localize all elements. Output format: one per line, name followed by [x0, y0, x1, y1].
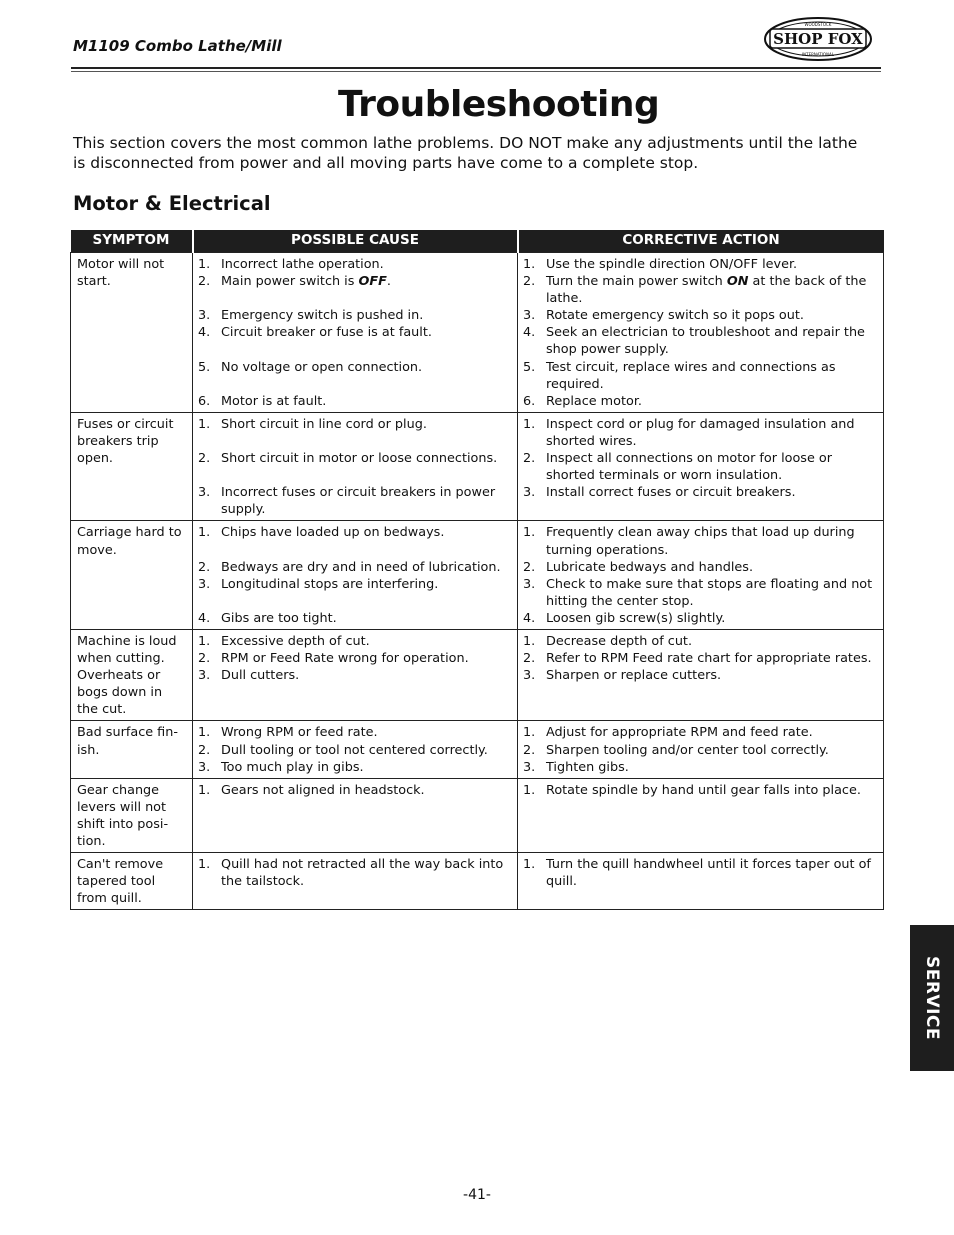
item-number: 2. [523, 274, 536, 290]
item-number: 2. [523, 742, 536, 758]
item-text [221, 559, 512, 576]
item-text-main: Gibs are too tight. [221, 610, 337, 626]
cause-item [198, 324, 512, 341]
page-number: -41- [463, 1187, 491, 1203]
table-row [71, 412, 884, 521]
item-number: 1. [523, 857, 536, 873]
action-item [523, 633, 878, 650]
action-item [523, 273, 878, 307]
item-text [546, 633, 878, 650]
item-number: 1. [198, 416, 211, 432]
item-number: 3. [198, 759, 211, 775]
item-text-main: Replace motor. [546, 393, 642, 409]
action-item [523, 856, 878, 890]
item-emphasis: ON [726, 274, 749, 290]
cause-cell [193, 412, 518, 521]
shop-fox-logo [764, 17, 872, 61]
cause-item [198, 633, 512, 650]
item-text-main: Frequently clean away chips that load up during turning operations. [546, 525, 855, 558]
item-text [546, 524, 878, 558]
item-number: 3. [523, 668, 536, 684]
table-row [71, 853, 884, 910]
action-item [523, 450, 878, 484]
item-text-main: Bedways are dry and in need of lubrication. [221, 559, 501, 575]
item-text [546, 559, 878, 576]
item-number: 2. [198, 742, 211, 758]
item-text [546, 393, 878, 410]
item-text [221, 667, 512, 684]
item-text [221, 724, 512, 741]
table-body [71, 253, 884, 910]
item-text [221, 650, 512, 667]
cause-cell [193, 629, 518, 720]
item-text [546, 273, 878, 307]
item-text-main: Turn the quill handwheel until it forces taper out of quill. [546, 857, 871, 890]
item-number: 6. [198, 393, 211, 409]
item-text-main: Circuit breaker or fuse is at fault. [221, 325, 432, 341]
cause-item [198, 724, 512, 741]
cause-item [198, 524, 512, 541]
item-text [221, 393, 512, 410]
item-text [221, 450, 512, 467]
action-cell [518, 853, 884, 910]
item-text-main: Inspect cord or plug for damaged insulation and shorted wires. [546, 416, 855, 449]
item-number: 2. [523, 451, 536, 467]
item-text [546, 576, 878, 610]
cause-cell [193, 721, 518, 778]
action-item [523, 393, 878, 410]
item-text [546, 256, 878, 273]
item-text [546, 610, 878, 627]
cause-item [198, 256, 512, 273]
action-item [523, 416, 878, 450]
item-text-main: Emergency switch is pushed in. [221, 308, 424, 324]
svg-text:SHOP FOX: SHOP FOX [773, 30, 863, 48]
item-text [221, 742, 512, 759]
action-item [523, 610, 878, 627]
item-number: 1. [523, 416, 536, 432]
svg-text:INTERNATIONAL: INTERNATIONAL [801, 52, 835, 57]
item-text [221, 576, 512, 593]
item-number: 3. [523, 308, 536, 324]
action-item [523, 484, 878, 501]
action-item [523, 576, 878, 610]
service-side-tab [910, 925, 954, 1071]
svg-text:WOODSTOCK: WOODSTOCK [804, 22, 832, 27]
item-number: 3. [198, 485, 211, 501]
item-number: 3. [523, 485, 536, 501]
symptom-cell: Fuses or circuit breakers trip open. [71, 412, 193, 521]
cause-item [198, 393, 512, 410]
item-emphasis: OFF [358, 274, 387, 290]
intro-paragraph: This section covers the most common lathe problems. DO NOT make any adjustments until the lathe is disconnected from power and all moving parts have come to a complete stop. [73, 134, 858, 172]
item-number: 4. [523, 325, 536, 341]
item-text [221, 359, 512, 376]
item-number: 5. [198, 359, 211, 375]
action-item [523, 256, 878, 273]
item-text [546, 650, 878, 667]
action-item [523, 650, 878, 667]
table-row [71, 521, 884, 630]
item-text-main: Decrease depth of cut. [546, 633, 693, 649]
item-text-main: Inspect all connections on motor for loose or shorted terminals or worn insulation. [546, 451, 832, 484]
cause-item [198, 742, 512, 759]
item-text-main: Wrong RPM or feed rate. [221, 725, 378, 741]
action-cell [518, 629, 884, 720]
item-text [546, 724, 878, 741]
item-number: 2. [523, 651, 536, 667]
item-text [546, 759, 878, 776]
action-item [523, 742, 878, 759]
item-text [221, 307, 512, 324]
item-text-main: Chips have loaded up on bedways. [221, 525, 445, 541]
item-text [221, 416, 512, 433]
cause-cell [193, 853, 518, 910]
header-rule-thin [71, 71, 881, 72]
item-spacer [198, 593, 512, 610]
item-text-main: Gears not aligned in headstock. [221, 782, 425, 798]
action-cell [518, 253, 884, 413]
item-text-main: Test circuit, replace wires and connections as required. [546, 359, 836, 392]
item-number: 4. [198, 325, 211, 341]
action-cell [518, 521, 884, 630]
item-text-main: Rotate spindle by hand until gear falls into place. [546, 782, 861, 798]
item-text [221, 633, 512, 650]
item-text-main: Adjust for appropriate RPM and feed rate. [546, 725, 813, 741]
item-text-main: Main power switch is [221, 274, 359, 290]
item-number: 1. [198, 525, 211, 541]
item-text [221, 610, 512, 627]
item-text [546, 667, 878, 684]
item-number: 1. [198, 725, 211, 741]
item-text-main: Check to make sure that stops are floating and not hitting the center stop. [546, 576, 873, 609]
symptom-cell: Bad surface fin-ish. [71, 721, 193, 778]
item-text-main: Loosen gib screw(s) slightly. [546, 610, 726, 626]
header-rule [71, 67, 881, 69]
cause-item [198, 667, 512, 684]
item-number: 2. [198, 451, 211, 467]
item-text-main: Short circuit in line cord or plug. [221, 416, 427, 432]
action-item [523, 307, 878, 324]
cause-cell [193, 521, 518, 630]
item-text-main: Seek an electrician to troubleshoot and repair the shop power supply. [546, 325, 865, 358]
cause-item [198, 559, 512, 576]
symptom-cell: Carriage hard to move. [71, 521, 193, 630]
cause-item [198, 610, 512, 627]
item-text [221, 782, 512, 799]
item-text-main: Dull tooling or tool not centered correctly. [221, 742, 488, 758]
item-text-main: Excessive depth of cut. [221, 633, 370, 649]
item-number: 3. [523, 759, 536, 775]
action-cell [518, 721, 884, 778]
cause-item [198, 416, 512, 433]
item-text-main: Install correct fuses or circuit breakers. [546, 485, 796, 501]
cause-item [198, 450, 512, 467]
table-row [71, 721, 884, 778]
item-text-main: Motor is at fault. [221, 393, 327, 409]
item-number: 1. [198, 257, 211, 272]
item-number: 4. [523, 610, 536, 626]
item-text-after: at the back of the lathe. [546, 274, 867, 307]
item-number: 1. [523, 782, 536, 798]
item-number: 2. [198, 651, 211, 667]
item-text-main: Sharpen tooling and/or center tool correctly. [546, 742, 829, 758]
cause-cell [193, 778, 518, 852]
symptom-cell: Machine is loud when cutting. Overheats or bogs down in the cut. [71, 629, 193, 720]
side-tab-label: SERVICE [922, 955, 942, 1041]
item-text [221, 324, 512, 341]
symptom-cell: Can't remove tapered tool from quill. [71, 853, 193, 910]
symptom-cell: Gear change levers will not shift into posi-tion. [71, 778, 193, 852]
item-number: 1. [523, 633, 536, 649]
item-text [546, 359, 878, 393]
item-text-main: No voltage or open connection. [221, 359, 423, 375]
item-number: 6. [523, 393, 536, 409]
page-title: Troubleshooting [338, 84, 660, 125]
cause-item [198, 576, 512, 593]
item-spacer [198, 341, 512, 358]
table-row [71, 778, 884, 852]
item-text [546, 742, 878, 759]
action-cell [518, 778, 884, 852]
item-text-main: Lubricate bedways and handles. [546, 559, 754, 575]
action-item [523, 524, 878, 558]
symptom-cell: Motor will not start. [71, 253, 193, 413]
item-text-main: RPM or Feed Rate wrong for operation. [221, 651, 469, 667]
item-text [546, 416, 878, 450]
item-number: 2. [198, 274, 211, 290]
item-text-main: Too much play in gibs. [221, 759, 364, 775]
manual-title: M1109 Combo Lathe/Mill [73, 37, 282, 55]
action-item [523, 724, 878, 741]
item-text-main: Sharpen or replace cutters. [546, 668, 722, 684]
item-text-main: Incorrect lathe operation. [221, 257, 384, 272]
item-text-main: Use the spindle direction ON/OFF lever. [546, 257, 798, 272]
item-number: 1. [198, 782, 211, 798]
cause-item [198, 359, 512, 376]
action-item [523, 782, 878, 799]
item-number: 4. [198, 610, 211, 626]
action-item [523, 359, 878, 393]
action-item [523, 324, 878, 358]
item-text [546, 307, 878, 324]
cause-item [198, 650, 512, 667]
cause-item [198, 484, 512, 518]
item-number: 1. [523, 725, 536, 741]
item-text [546, 782, 878, 799]
item-text [221, 524, 512, 541]
header-possible-cause: POSSIBLE CAUSE [193, 230, 518, 253]
item-spacer [198, 467, 512, 484]
item-spacer [198, 290, 512, 307]
item-number: 2. [523, 559, 536, 575]
section-heading: Motor & Electrical [73, 192, 271, 215]
item-text-main: Refer to RPM Feed rate chart for appropriate rates. [546, 651, 872, 667]
item-text [221, 256, 512, 273]
troubleshooting-table [70, 230, 884, 910]
action-item [523, 559, 878, 576]
item-spacer [198, 376, 512, 393]
item-text-main: Short circuit in motor or loose connections. [221, 451, 498, 467]
item-text-main: Tighten gibs. [546, 759, 629, 775]
item-spacer [198, 542, 512, 559]
item-spacer [198, 433, 512, 450]
header-corrective-action: CORRECTIVE ACTION [518, 230, 884, 253]
action-item [523, 759, 878, 776]
item-text-main: Turn the main power switch [546, 274, 727, 290]
item-text-main: Longitudinal stops are interfering. [221, 576, 439, 592]
item-text [546, 484, 878, 501]
cause-item [198, 307, 512, 324]
item-text-main: Dull cutters. [221, 668, 300, 684]
item-number: 1. [523, 525, 536, 541]
item-number: 3. [198, 308, 211, 324]
action-cell [518, 412, 884, 521]
item-number: 3. [198, 576, 211, 592]
item-text [546, 450, 878, 484]
item-text-after: . [386, 274, 391, 290]
item-number: 1. [523, 257, 536, 272]
cause-item [198, 759, 512, 776]
cause-cell [193, 253, 518, 413]
item-number: 3. [523, 576, 536, 592]
cause-item [198, 273, 512, 290]
cause-item [198, 782, 512, 799]
item-number: 1. [198, 633, 211, 649]
item-text [546, 324, 878, 358]
item-number: 2. [198, 559, 211, 575]
item-number: 3. [198, 668, 211, 684]
item-number: 5. [523, 359, 536, 375]
table-row [71, 253, 884, 413]
item-text-main: Rotate emergency switch so it pops out. [546, 308, 804, 324]
item-number: 1. [198, 857, 211, 873]
action-item [523, 667, 878, 684]
item-text [221, 759, 512, 776]
item-text-main: Quill had not retracted all the way back into the tailstock. [221, 857, 504, 890]
item-text [221, 484, 512, 518]
item-text [221, 273, 512, 290]
item-text [546, 856, 878, 890]
item-text-main: Incorrect fuses or circuit breakers in power supply. [221, 485, 496, 518]
cause-item [198, 856, 512, 890]
table-header-row [71, 230, 884, 253]
header-symptom: SYMPTOM [71, 230, 193, 253]
item-text [221, 856, 512, 890]
table-row [71, 629, 884, 720]
